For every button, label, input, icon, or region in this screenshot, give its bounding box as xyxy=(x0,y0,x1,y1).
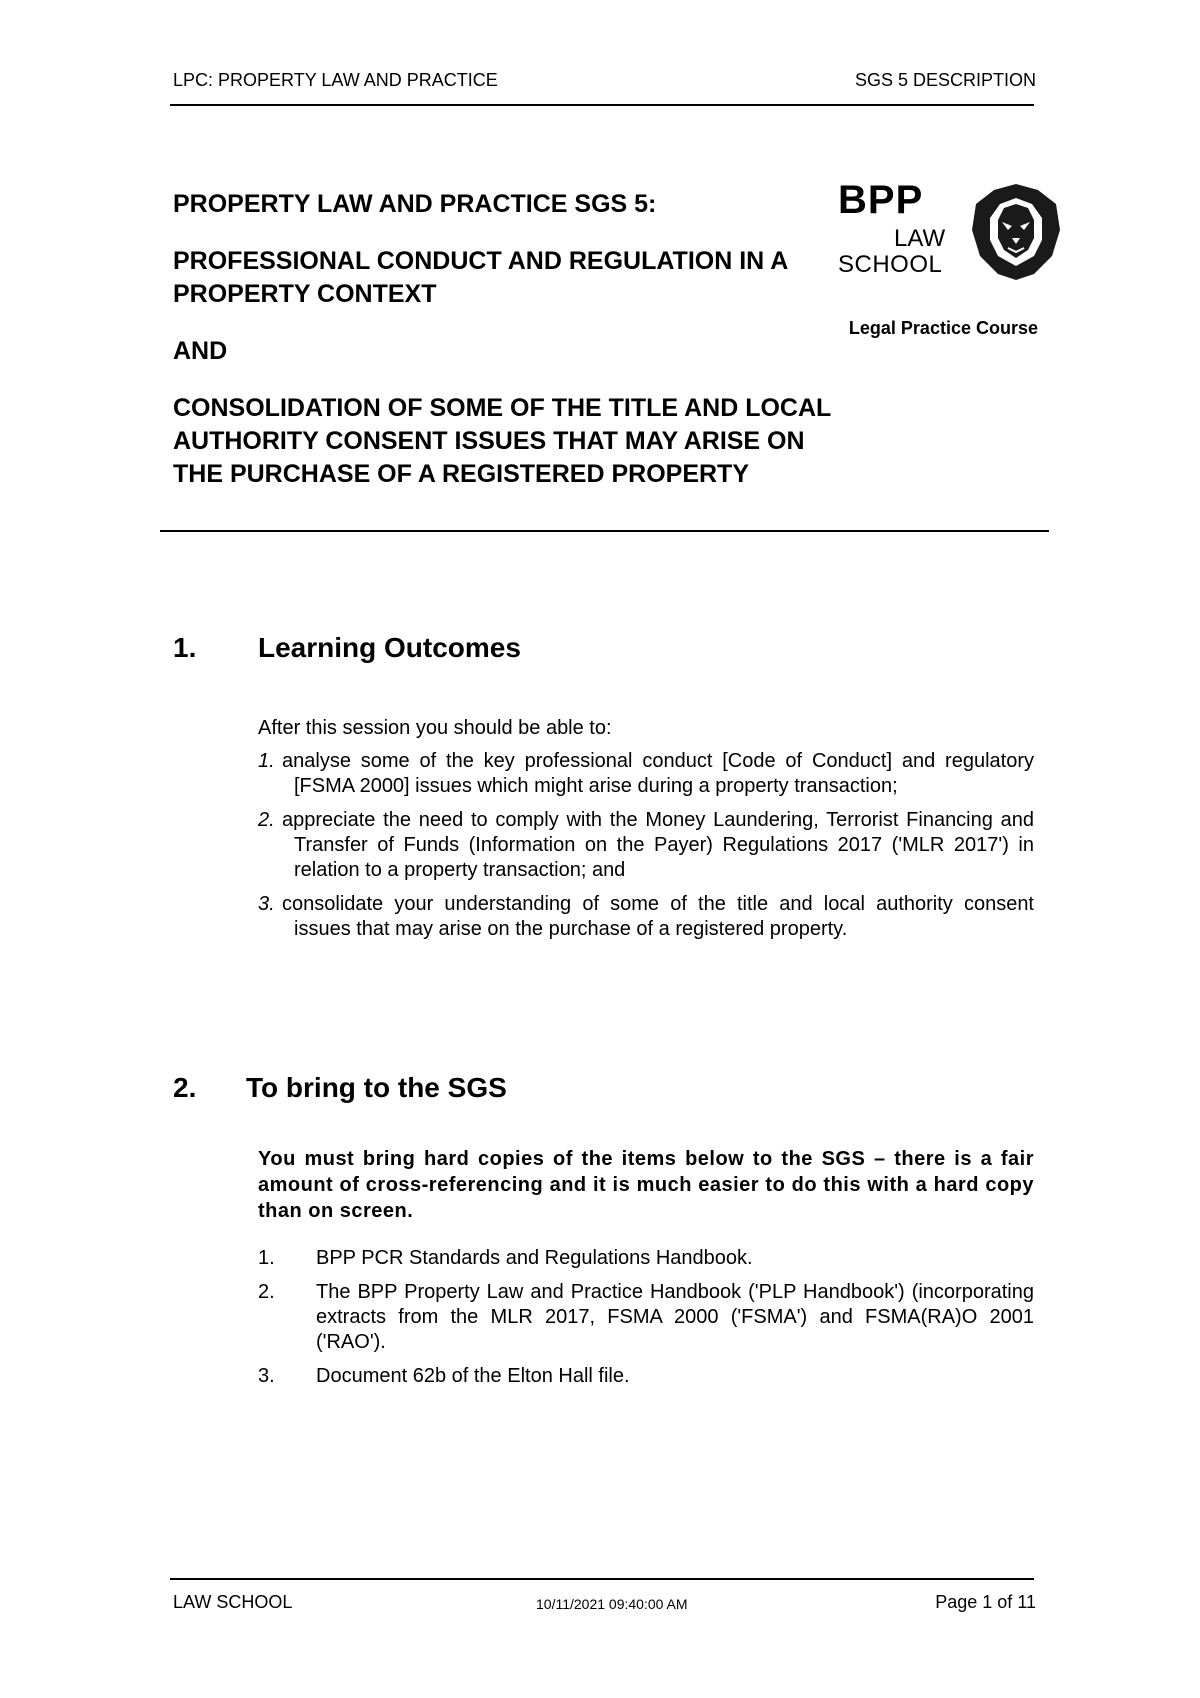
list-item: 1. BPP PCR Standards and Regulations Handbook. xyxy=(258,1247,753,1269)
title-line-1: PROPERTY LAW AND PRACTICE SGS 5: xyxy=(173,190,657,218)
outcomes-list xyxy=(258,749,1034,942)
lion-head-icon xyxy=(968,182,1064,282)
section-2-heading xyxy=(173,1072,773,1108)
title-line-3: AND xyxy=(173,337,228,365)
page-number: Page 1 of 11 xyxy=(935,1592,1036,1612)
section-2-number: 2. xyxy=(173,1072,197,1103)
list-item: 3. Document 62b of the Elton Hall file. xyxy=(258,1365,630,1387)
outcomes-intro: After this session you should be able to: xyxy=(258,717,612,739)
footer-left: LAW SCHOOL xyxy=(173,1592,293,1612)
title-divider xyxy=(160,530,1049,532)
footer-timestamp: 10/11/2021 09:40:00 AM xyxy=(536,1596,688,1612)
logo-brand: BPP xyxy=(838,178,924,222)
document-title xyxy=(173,188,833,515)
header-divider xyxy=(170,104,1034,106)
bring-list xyxy=(258,1246,1034,1389)
footer-divider xyxy=(170,1578,1034,1580)
course-label: Legal Practice Course xyxy=(848,318,1038,338)
logo-school: SCHOOL xyxy=(838,251,943,278)
section-1-title: Learning Outcomes xyxy=(258,632,521,663)
section-1-heading xyxy=(173,632,773,668)
section-1-number: 1. xyxy=(173,632,197,663)
list-item: 3. consolidate your understanding of some of the title and local authority consent issues that may arise on the purchase of a registered property. xyxy=(258,893,1034,940)
running-header-left: LPC: PROPERTY LAW AND PRACTICE xyxy=(173,70,498,90)
list-item: 1. analyse some of the key professional conduct [Code of Conduct] and regulatory [FSMA 2000] issues which might arise during a property transaction; xyxy=(258,750,1034,797)
running-header-right: SGS 5 DESCRIPTION xyxy=(854,70,1036,90)
title-line-4: CONSOLIDATION OF SOME OF THE TITLE AND LOCAL AUTHORITY CONSENT ISSUES THAT MAY ARISE ON THE PURCHASE OF A REGISTERED PROPERTY xyxy=(173,394,831,488)
learning-outcomes xyxy=(258,716,1034,951)
title-line-2: PROFESSIONAL CONDUCT AND REGULATION IN A PROPERTY CONTEXT xyxy=(173,247,788,308)
items-to-bring xyxy=(258,1246,1034,1398)
bpp-law-school-logo xyxy=(838,178,1038,282)
list-item: 2. appreciate the need to comply with the Money Laundering, Terrorist Financing and Transfer of Funds (Information on the Payer) Regulations 2017 ('MLR 2017') in relation to a property transaction; and xyxy=(258,809,1034,881)
section-2-title: To bring to the SGS xyxy=(246,1072,507,1103)
logo-law: LAW xyxy=(894,225,946,252)
bring-instruction: You must bring hard copies of the items below to the SGS – there is a fair amount of cross-referencing and it is much easier to do this with a hard copy than on screen. xyxy=(258,1148,1034,1222)
list-item: 2. The BPP Property Law and Practice Handbook ('PLP Handbook') (incorporating extracts from the MLR 2017, FSMA 2000 ('FSMA') and FSMA(RA)O 2001 ('RAO'). xyxy=(258,1281,1034,1353)
